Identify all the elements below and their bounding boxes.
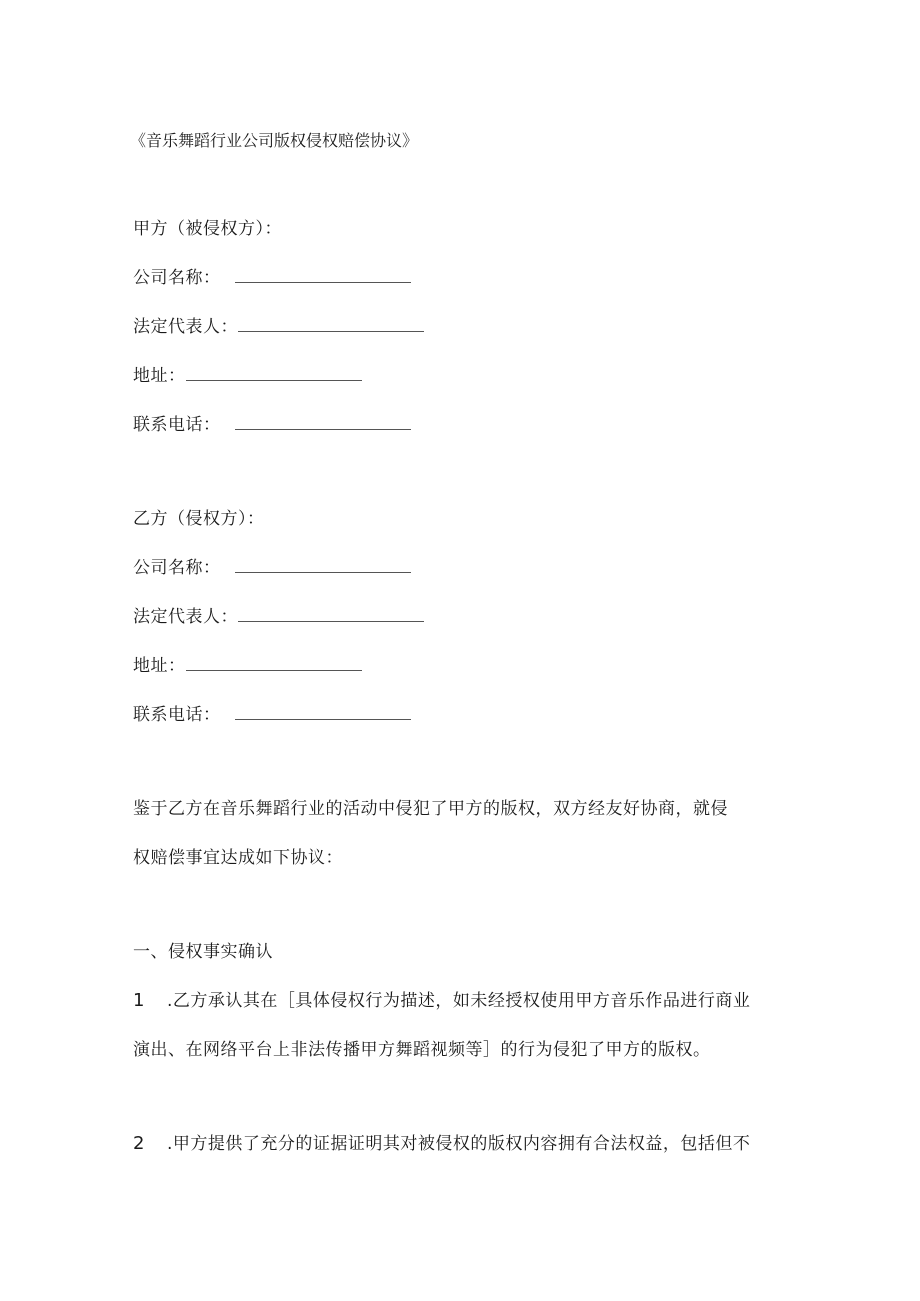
party-b-company-blank[interactable] xyxy=(235,558,411,573)
party-b-rep-blank[interactable] xyxy=(238,607,424,622)
item-1-line-2: 演出、在网络平台上非法传播甲方舞蹈视频等］的行为侵犯了甲方的版权。 xyxy=(133,1040,711,1060)
party-a-address-row xyxy=(133,364,362,388)
party-a-phone-blank[interactable] xyxy=(235,415,411,430)
item-1-number: 1 xyxy=(133,990,145,1011)
preamble-line-2: 权赔偿事宜达成如下协议： xyxy=(133,848,343,868)
party-b-phone-row xyxy=(133,703,411,727)
party-a-rep-blank[interactable] xyxy=(238,317,424,332)
item-2-number: 2 xyxy=(133,1133,145,1154)
party-b-address-blank[interactable] xyxy=(186,656,362,671)
party-b-phone-label: 联系电话： xyxy=(133,705,221,725)
party-a-phone-label: 联系电话： xyxy=(133,415,221,435)
preamble-line-1: 鉴于乙方在音乐舞蹈行业的活动中侵犯了甲方的版权，双方经友好协商，就侵 xyxy=(133,799,728,819)
party-b-company-row xyxy=(133,556,411,580)
party-a-rep-row xyxy=(133,315,424,339)
document-title: 《音乐舞蹈行业公司版权侵权赔偿协议》 xyxy=(130,131,419,150)
party-b-company-label: 公司名称： xyxy=(133,558,221,578)
party-b-phone-blank[interactable] xyxy=(235,705,411,720)
party-a-phone-row xyxy=(133,413,411,437)
item-1-line-1-row xyxy=(133,989,750,1013)
party-a-address-label: 地址： xyxy=(133,366,186,386)
party-a-company-row xyxy=(133,266,411,290)
party-a-company-label: 公司名称： xyxy=(133,268,221,288)
item-2-line-1-row xyxy=(133,1132,750,1156)
party-b-rep-row xyxy=(133,605,424,629)
party-b-heading: 乙方（侵权方）： xyxy=(133,509,265,529)
party-a-address-blank[interactable] xyxy=(186,366,362,381)
item-1-line-1: .乙方承认其在［具体侵权行为描述，如未经授权使用甲方音乐作品进行商业 xyxy=(167,991,751,1011)
party-b-address-label: 地址： xyxy=(133,656,186,676)
party-a-rep-label: 法定代表人： xyxy=(133,317,238,337)
party-a-company-blank[interactable] xyxy=(235,268,411,283)
party-a-heading: 甲方（被侵权方）： xyxy=(133,219,282,239)
party-b-rep-label: 法定代表人： xyxy=(133,607,238,627)
party-b-address-row xyxy=(133,654,362,678)
item-2-line-1: .甲方提供了充分的证据证明其对被侵权的版权内容拥有合法权益，包括但不 xyxy=(167,1134,751,1154)
section-1-heading: 一、侵权事实确认 xyxy=(133,942,273,962)
